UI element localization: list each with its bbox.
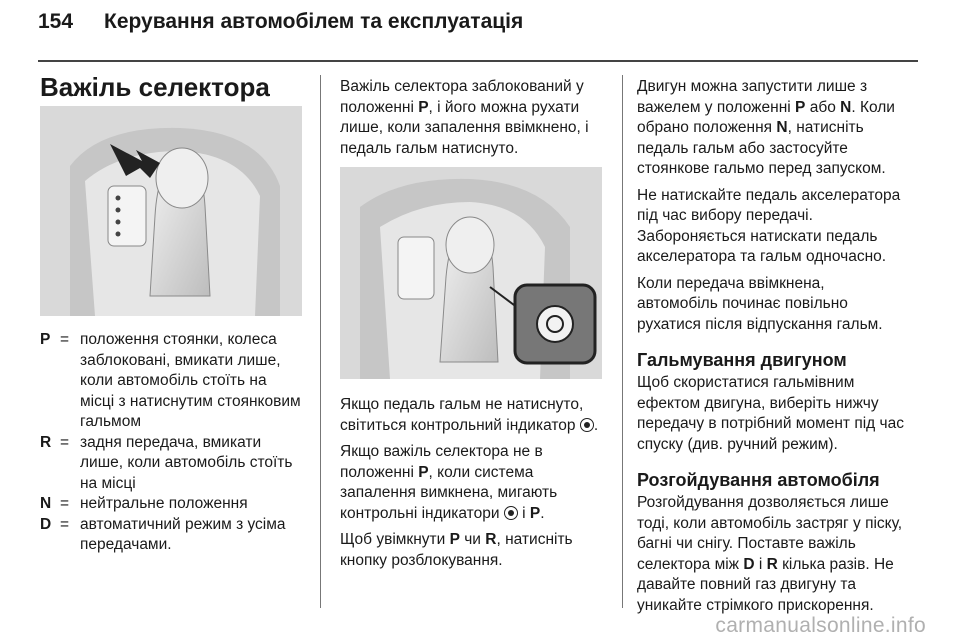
paragraph <box>340 77 610 159</box>
column-3 <box>637 77 907 622</box>
paragraph: Щоб скористатися гальмівним ефектом двигуна, виберіть нижчу передачу в потрібний момент під час спуску (див. ручний режим). <box>637 374 904 453</box>
text-run: і <box>754 555 767 573</box>
text-run: , коли система запалення вимкнена, мигають контрольні індикатори <box>340 463 558 522</box>
text-run: . <box>593 416 599 434</box>
position-p: P <box>418 463 429 481</box>
text-run: , і його можна рухати лише, коли запалення ввімкнено, і педаль гальм натиснуто. <box>340 98 589 157</box>
column-1 <box>40 106 305 556</box>
text-run: . Коли обрано положення <box>637 98 895 136</box>
text-run: . <box>540 504 545 522</box>
gear-selector-figure <box>40 106 302 316</box>
page-header <box>38 10 523 34</box>
position-definitions <box>40 330 305 556</box>
text-run: , натисніть педаль гальм або застосуйте стоянкове гальмо перед запуском. <box>637 119 886 177</box>
position-r: R <box>485 531 497 548</box>
text-run: Розгойдування дозволяється лише тоді, коли автомобіль застряг у піску, багні чи снігу. Поставте важіль селектора між <box>637 494 903 573</box>
position-d: D <box>743 555 755 573</box>
brake-indicator-icon <box>580 418 594 432</box>
text-run: Двигун можна запустити лише з важелем у положенні <box>637 78 868 116</box>
paragraph <box>637 493 907 616</box>
paragraph <box>340 442 610 524</box>
text-run: Важіль селектора заблокований у положенні <box>340 78 584 116</box>
definition-text: автоматичний режим з усіма передачами. <box>80 515 286 553</box>
definition-key: R <box>40 433 52 451</box>
definition-text: задня передача, вмикати лише, коли автомобіль стоїть на місці <box>80 433 293 492</box>
paragraph: Коли передача ввімкнена, автомобіль починає повільно рухатися після відпускання гальм. <box>637 274 883 333</box>
paragraph <box>637 77 907 180</box>
section-title: Важіль селектора <box>40 72 270 102</box>
watermark: carmanualsonline.info <box>715 614 926 637</box>
definition-row-d <box>40 515 305 556</box>
text-run: чи <box>459 531 486 548</box>
text-run: Якщо важіль селектора не в положенні <box>340 443 543 481</box>
text-run: кілька разів. Не давайте повний газ двигуну та уникайте стрімкого прискорення. <box>637 555 894 614</box>
column-divider <box>320 75 321 608</box>
paragraph <box>340 395 610 436</box>
definition-key: P <box>40 331 51 348</box>
column-divider <box>622 75 623 608</box>
subheading-rocking: Розгойдування автомобіля <box>637 470 880 490</box>
position-p: P <box>529 504 541 522</box>
definition-text: положення стоянки, колеса заблоковані, вмикати лише, коли автомобіль стоїть на місці з натиснутим стоянковим гальмом <box>80 331 301 430</box>
definition-row-p <box>40 330 305 433</box>
definition-eq: = <box>60 331 70 348</box>
brake-indicator-figure <box>340 167 602 379</box>
position-n: N <box>840 98 852 116</box>
paragraph <box>340 530 610 571</box>
brake-indicator-icon <box>504 506 518 520</box>
text-run: або <box>805 98 841 116</box>
position-n: N <box>776 119 788 136</box>
subheading-engine-braking: Гальмування двигуном <box>637 350 847 370</box>
column-2 <box>340 77 610 577</box>
definition-text: нейтральне положення <box>80 495 248 512</box>
definition-eq: = <box>60 433 70 451</box>
text-run: Щоб увімкнути <box>340 531 450 548</box>
definition-row-r <box>40 433 305 495</box>
definition-key: N <box>40 495 52 512</box>
definition-key: D <box>40 515 52 533</box>
header-rule <box>38 60 918 62</box>
text-run: Якщо педаль гальм не натиснуто, світиться контрольний індикатор <box>340 396 584 434</box>
position-r: R <box>766 555 778 573</box>
paragraph: Не натискайте педаль акселератора під час вибору передачі. Забороняється натискати педаль акселератора та гальм одночасно. <box>637 186 901 265</box>
position-p: P <box>418 98 429 116</box>
page-number: 154 <box>38 10 74 33</box>
chapter-title: Керування автомобілем та експлуатація <box>104 10 524 33</box>
position-p: P <box>795 98 806 116</box>
definition-eq: = <box>60 515 70 533</box>
text-run: , натисніть кнопку розблокування. <box>340 531 573 569</box>
position-p: P <box>449 531 460 548</box>
definition-row-n <box>40 494 305 515</box>
text-run: і <box>517 504 530 522</box>
definition-eq: = <box>60 495 70 512</box>
